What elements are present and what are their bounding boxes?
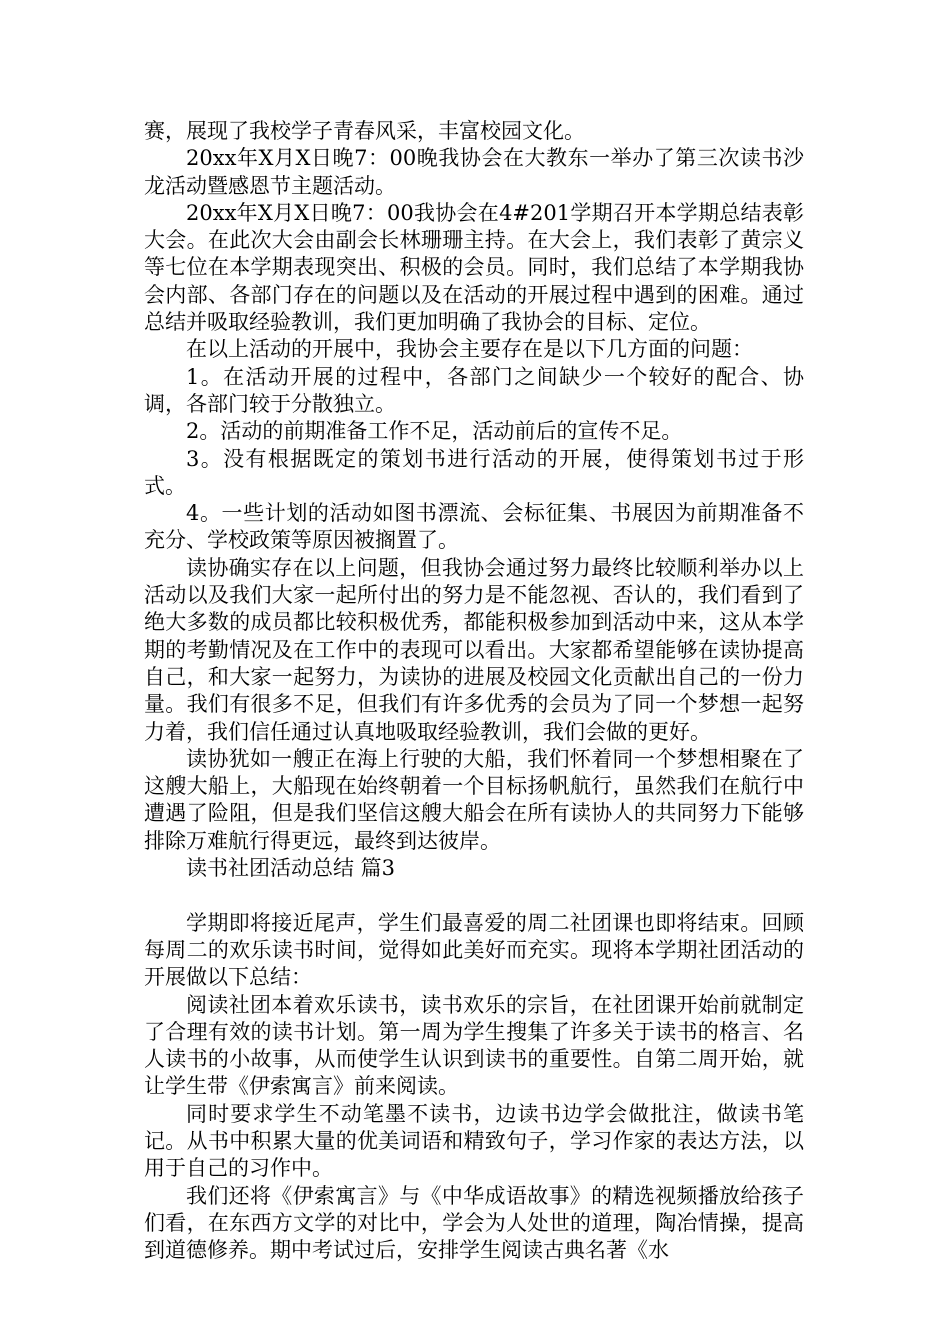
paragraph-reading-plan: 阅读社团本着欢乐读书，读书欢乐的宗旨，在社团课开始前就制定了合理有效的读书计划。第一周为学生搜集了许多关于读书的格言、名人读书的小故事，从而使学生认识到读书的重要性。自第二周开始，就让学生带《伊索寓言》前来阅读。: [144, 992, 804, 1099]
paragraph-problem-3: 3。没有根据既定的策划书进行活动的开展，使得策划书过于形式。: [144, 446, 804, 498]
document-page: [144, 118, 804, 1264]
paragraph-problem-4: 4。一些计划的活动如图书漂流、会标征集、书展因为前期准备不充分、学校政策等原因被搁置了。: [144, 501, 804, 553]
paragraph-reflection: 读协确实存在以上问题，但我协会通过努力最终比较顺利举办以上活动以及我们大家一起所付出的努力是不能忽视、否认的，我们看到了绝大多数的成员都比较积极优秀，都能积极参加到活动中来，这从本学期的考勤情况及在工作中的表现可以看出。大家都希望能够在读协提高自己，和大家一起努力，为读协的进展及校园文化贡献出自己的一份力量。我们有很多不足，但我们有许多优秀的会员为了同一个梦想一起努力着，我们信任通过认真地吸取经验教训，我们会做的更好。: [144, 555, 804, 744]
paragraph-problems-intro: 在以上活动的开展中，我协会主要存在是以下几方面的问题：: [186, 337, 753, 362]
paragraph-summary-meeting: 20xx年X月X日晚7：00我协会在4#201学期召开本学期总结表彰大会。在此次大会由副会长林珊珊主持。在大会上，我们表彰了黄宗义等七位在本学期表现突出、积极的会员。同时，我们总结了本学期我协会内部、各部门存在的问题以及在活动的开展过程中遇到的困难。通过总结并吸取经验教训，我们更加明确了我协会的目标、定位。: [144, 200, 804, 335]
paragraph-ship-metaphor: 读协犹如一艘正在海上行驶的大船，我们怀着同一个梦想相聚在了这艘大船上，大船现在始终朝着一个目标扬帆航行，虽然我们在航行中遭遇了险阻，但是我们坚信这艘大船会在所有读协人的共同努力下能够排除万难航行得更远，最终到达彼岸。: [144, 746, 804, 853]
section-heading: 读书社团活动总结 篇3: [186, 856, 396, 881]
paragraph-continuation: 赛，展现了我校学子青春风采，丰富校园文化。: [144, 119, 585, 143]
paragraph-notes: 同时要求学生不动笔墨不读书，边读书边学会做批注，做读书笔记。从书中积累大量的优美词语和精致句子，学习作家的表达方法，以用于自己的习作中。: [144, 1101, 804, 1181]
paragraph-semester-intro: 学期即将接近尾声，学生们最喜爱的周二社团课也即将结束。回顾每周二的欢乐读书时间，觉得如此美好而充实。现将本学期社团活动的开展做以下总结：: [144, 910, 804, 990]
paragraph-videos: 我们还将《伊索寓言》与《中华成语故事》的精选视频播放给孩子们看，在东西方文学的对比中，学会为人处世的道理，陶冶情操，提高到道德修养。期中考试过后，安排学生阅读古典名著《水: [144, 1183, 804, 1263]
paragraph-salon-event: 20xx年X月X日晚7：00晚我协会在大教东一举办了第三次读书沙龙活动暨感恩节主题活动。: [144, 146, 804, 198]
paragraph-problem-2: 2。活动的前期准备工作不足，活动前后的宣传不足。: [186, 419, 683, 444]
paragraph-problem-1: 1。在活动开展的过程中，各部门之间缺少一个较好的配合、协调，各部门较于分散独立。: [144, 364, 804, 416]
